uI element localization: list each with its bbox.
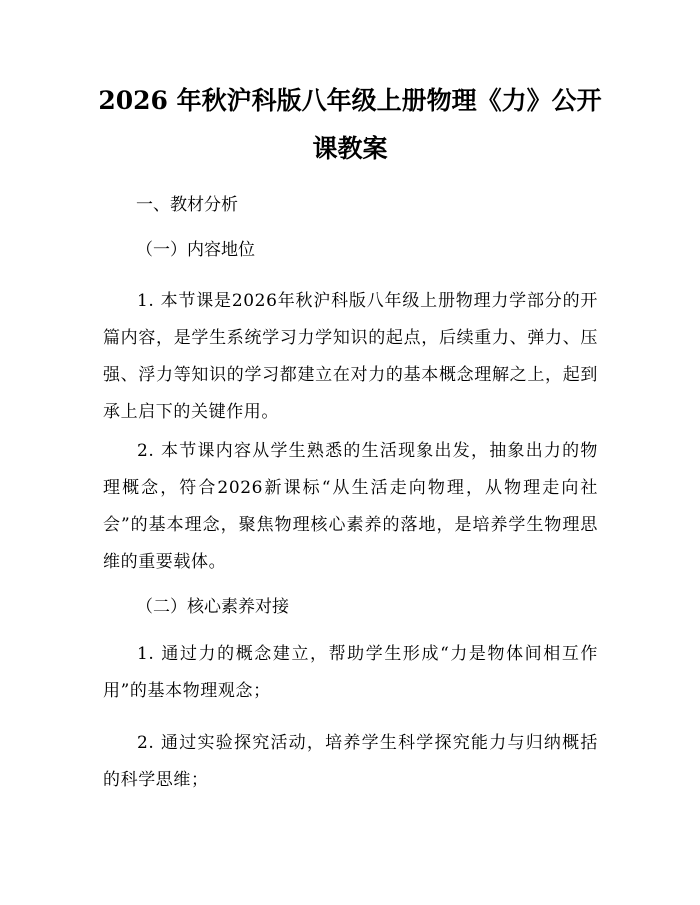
subsection-heading-content-position: （一）内容地位 — [136, 240, 255, 260]
paragraph-core-literacy-2: 2. 通过实验探究活动，培养学生科学探究能力与归纳概括的科学思维； — [103, 733, 598, 790]
paragraph-core-literacy-1: 1. 通过力的概念建立，帮助学生形成“力是物体间相互作用”的基本物理观念； — [103, 644, 598, 701]
section-heading-textbook-analysis: 一、教材分析 — [136, 195, 238, 215]
paragraph-content-position-1: 1. 本节课是2026年秋沪科版八年级上册物理力学部分的开篇内容，是学生系统学习力学知识的起点，后续重力、弹力、压强、浮力等知识的学习都建立在对力的基本概念理解之上，起到承上启下的关键作用。 — [103, 291, 598, 422]
document-title-line-1: 2026 年秋沪科版八年级上册物理《力》公开 — [98, 86, 602, 115]
paragraph-content-position-2: 2. 本节课内容从学生熟悉的生活现象出发，抽象出力的物理概念，符合2026新课标“从生活走向物理，从物理走向社会”的基本理念，聚焦物理核心素养的落地，是培养学生物理思维的重要载体。 — [103, 441, 598, 572]
document-title-line-2: 课教案 — [312, 134, 388, 163]
subsection-heading-core-literacy: （二）核心素养对接 — [136, 597, 289, 617]
